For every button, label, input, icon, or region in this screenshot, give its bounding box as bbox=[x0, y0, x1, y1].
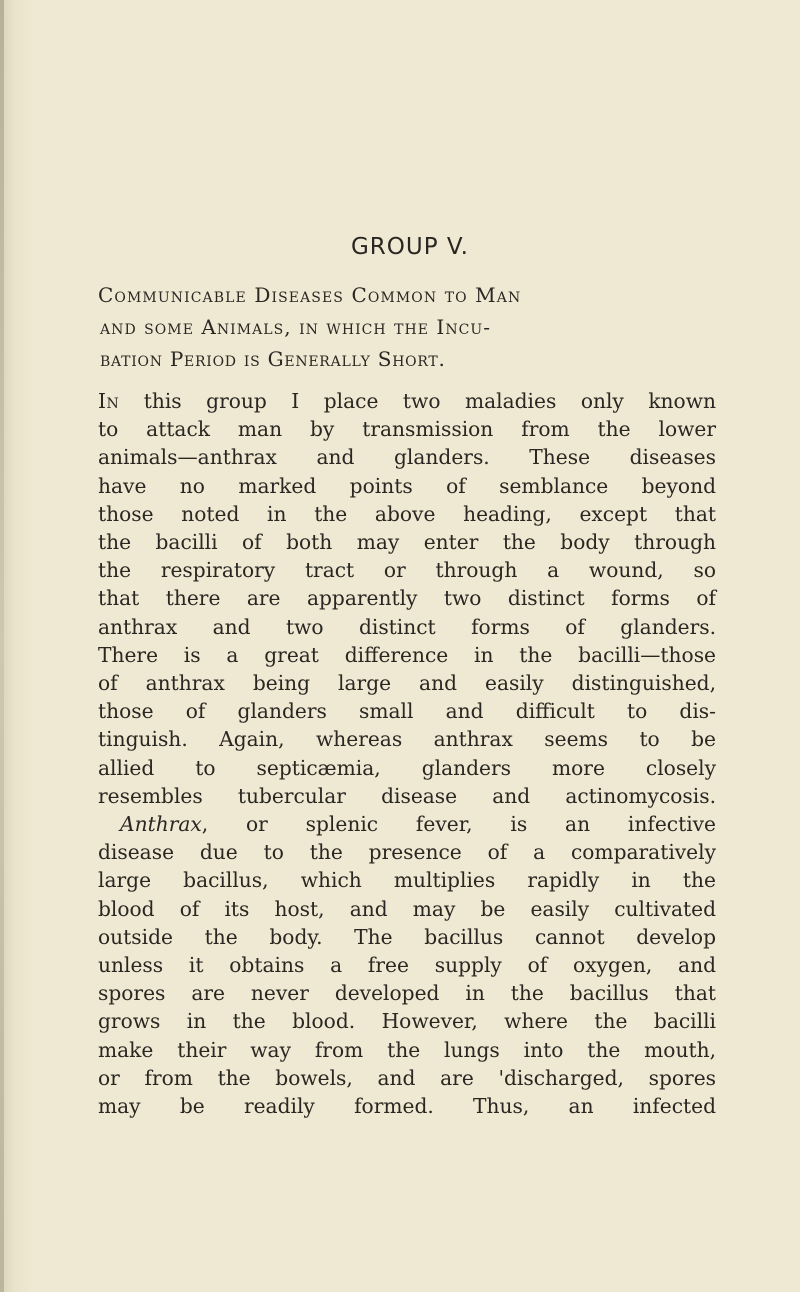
page-content bbox=[98, 236, 716, 1120]
chapter-title bbox=[98, 279, 716, 375]
text-line: or from the bowels, and are 'discharged, spores bbox=[98, 1065, 716, 1090]
text-line: that there are apparently two distinct forms of bbox=[98, 586, 716, 611]
text-line: disease due to the presence of a comparatively bbox=[98, 840, 716, 865]
text-line: grows in the blood. However, where the bacilli bbox=[98, 1009, 716, 1034]
text-line bbox=[98, 810, 716, 838]
text-line: tinguish. Again, whereas anthrax seems to be bbox=[98, 727, 716, 752]
text-line: to attack man by transmission from the lower bbox=[98, 417, 716, 442]
text-line: allied to septicæmia, glanders more closely bbox=[98, 755, 716, 780]
text-line: anthrax and two distinct forms of glanders. bbox=[98, 614, 716, 639]
text-line: resembles tubercular disease and actinomycosis. bbox=[98, 783, 716, 808]
body-paragraph-2 bbox=[98, 810, 716, 1120]
text-line: There is a great difference in the bacilli—those bbox=[98, 642, 716, 667]
body-paragraph-1 bbox=[98, 387, 716, 810]
text-line: of anthrax being large and easily distinguished, bbox=[98, 671, 716, 696]
text-line bbox=[98, 387, 716, 415]
text-line: have no marked points of semblance beyond bbox=[98, 473, 716, 498]
text-line: make their way from the lungs into the mouth, bbox=[98, 1037, 716, 1062]
chapter-title-line: and some Animals, in which the Incu- bbox=[100, 315, 492, 339]
group-heading: GROUP V. bbox=[350, 234, 469, 260]
text-line: may be readily formed. Thus, an infected bbox=[98, 1094, 716, 1119]
text-line: unless it obtains a free supply of oxygen, and bbox=[98, 953, 716, 978]
page-gutter bbox=[0, 0, 4, 1292]
text-fragment: , or splenic fever, is an infective bbox=[201, 812, 716, 837]
text-line: those of glanders small and difficult to dis- bbox=[98, 699, 716, 724]
paragraph-lead-word: Anthrax bbox=[120, 812, 202, 837]
text-line: animals—anthrax and glanders. These diseases bbox=[98, 445, 716, 470]
text-line: large bacillus, which multiplies rapidly in the bbox=[98, 868, 716, 893]
paragraph-lead-word: In bbox=[98, 389, 120, 413]
text-line: the respiratory tract or through a wound, so bbox=[98, 558, 716, 583]
text-line: the bacilli of both may enter the body through bbox=[98, 530, 716, 555]
text-line: blood of its host, and may be easily cultivated bbox=[98, 896, 716, 921]
text-line: those noted in the above heading, except that bbox=[98, 501, 716, 526]
text-fragment: this group I place two maladies only known bbox=[119, 389, 716, 413]
text-line: outside the body. The bacillus cannot develop bbox=[98, 924, 716, 949]
chapter-title-line: Communicable Diseases Common to Man bbox=[98, 283, 522, 307]
chapter-title-line: bation Period is Generally Short. bbox=[100, 347, 446, 371]
text-line: spores are never developed in the bacillus that bbox=[98, 981, 716, 1006]
